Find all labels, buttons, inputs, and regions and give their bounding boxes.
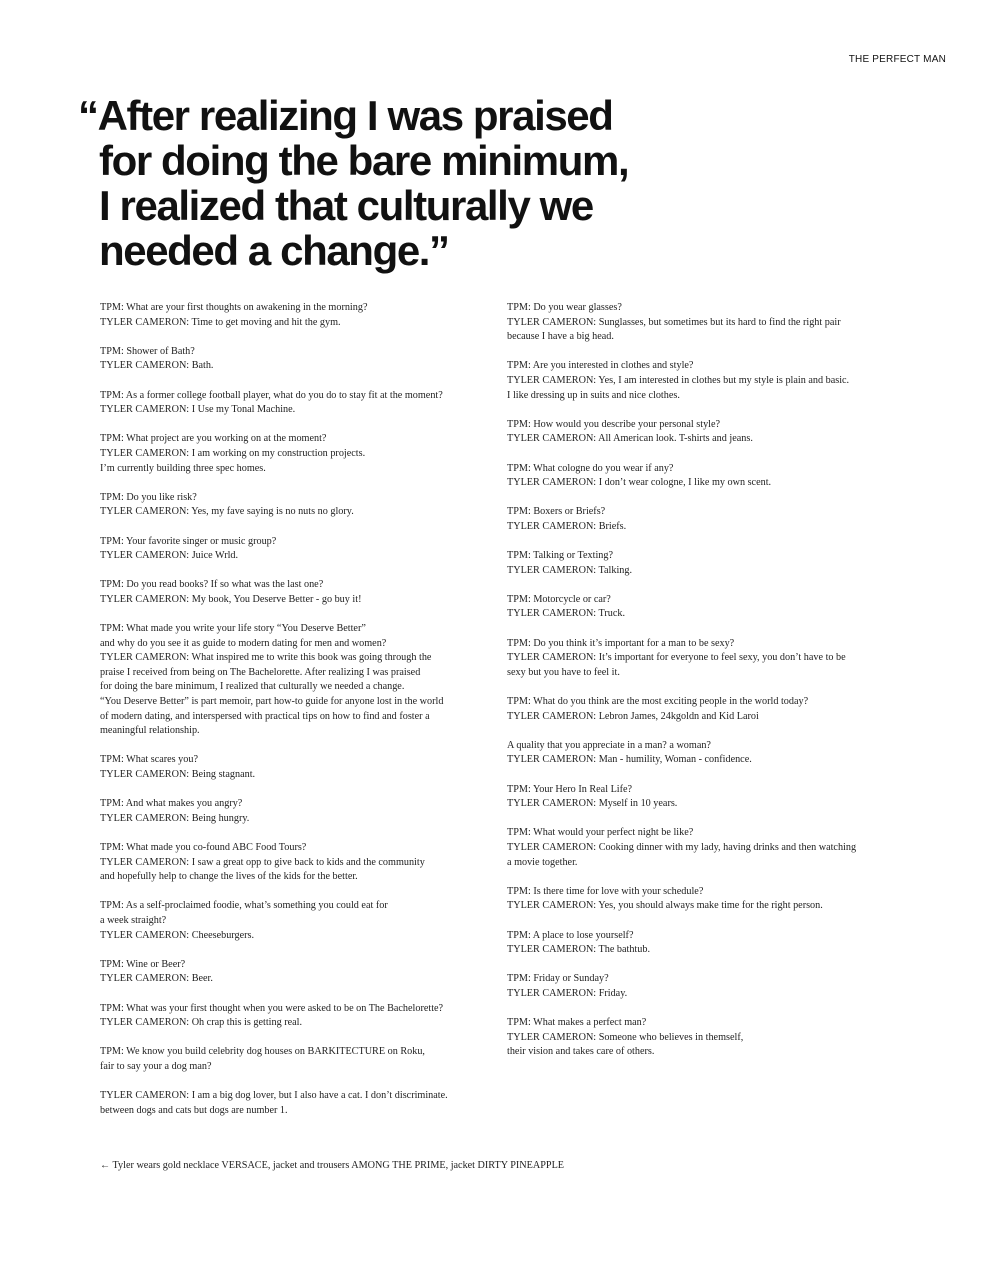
- qa-line: TYLER CAMERON: My book, You Deserve Better - go buy it!: [100, 593, 362, 605]
- qa-line: TPM: How would you describe your personal style?: [507, 418, 721, 430]
- qa-block: [100, 345, 496, 374]
- qa-block: [507, 739, 907, 768]
- qa-line: TPM: Your Hero In Real Life?: [507, 783, 633, 795]
- qa-line: TPM: Talking or Texting?: [507, 550, 614, 562]
- qa-line: TPM: What project are you working on at the moment?: [100, 433, 327, 445]
- qa-line: TYLER CAMERON: The bathtub.: [507, 944, 650, 956]
- qa-block: [100, 899, 496, 943]
- qa-line: because I have a big head.: [507, 331, 614, 343]
- qa-line: TPM: Do you think it’s important for a man to be sexy?: [507, 637, 735, 649]
- qa-line: TYLER CAMERON: Talking.: [507, 564, 633, 576]
- qa-line: TPM: Are you interested in clothes and style?: [507, 360, 694, 372]
- qa-line: TYLER CAMERON: Man - humility, Woman - confidence.: [507, 754, 752, 766]
- qa-line: TPM: What do you think are the most exciting people in the world today?: [507, 696, 809, 708]
- qa-line: their vision and takes care of others.: [507, 1046, 655, 1058]
- qa-line: TYLER CAMERON: I am a big dog lover, but I also have a cat. I don’t discriminate.: [100, 1090, 448, 1102]
- qa-line: TYLER CAMERON: Yes, I am interested in clothes but my style is plain and basic.: [507, 374, 850, 386]
- qa-line: TYLER CAMERON: All American look. T-shirts and jeans.: [507, 433, 753, 445]
- qa-line: TYLER CAMERON: Sunglasses, but sometimes but its hard to find the right pair: [507, 316, 841, 328]
- qa-block: [507, 593, 907, 622]
- qa-block: [100, 622, 496, 739]
- qa-line: TPM: What would your perfect night be like?: [507, 827, 694, 839]
- qa-line: TYLER CAMERON: Being stagnant.: [100, 769, 256, 780]
- qa-line: I’m currently building three spec homes.: [100, 462, 266, 474]
- qa-block: [100, 578, 496, 607]
- qa-line: TPM: Boxers or Briefs?: [507, 506, 606, 518]
- running-header: THE PERFECT MAN: [848, 54, 946, 65]
- qa-line: TPM: Shower of Bath?: [100, 345, 195, 357]
- qa-line: TPM: What cologne do you wear if any?: [507, 462, 674, 474]
- qa-block: [100, 491, 496, 520]
- qa-block: [507, 783, 907, 812]
- qa-line: TPM: What makes a perfect man?: [507, 1017, 647, 1029]
- qa-block: [507, 885, 907, 914]
- qa-block: [100, 535, 496, 564]
- qa-line: TPM: Motorcycle or car?: [507, 593, 611, 605]
- qa-block: [507, 972, 907, 1001]
- qa-line: TPM: What was your first thought when you were asked to be on The Bachelorette?: [100, 1002, 444, 1014]
- qa-line: TYLER CAMERON: I Use my Tonal Machine.: [100, 404, 296, 416]
- qa-line: TYLER CAMERON: Truck.: [507, 608, 626, 620]
- qa-block: [100, 301, 496, 330]
- qa-line: a week straight?: [100, 914, 167, 926]
- pull-quote-line: needed a change.”: [99, 227, 449, 274]
- qa-line: TYLER CAMERON: I am working on my construction projects.: [100, 447, 366, 459]
- pull-quote-line: I realized that culturally we: [99, 182, 593, 229]
- qa-line: “You Deserve Better” is part memoir, part how-to guide for anyone lost in the world: [100, 696, 444, 708]
- qa-line: TYLER CAMERON: Cheeseburgers.: [100, 929, 255, 941]
- qa-line: praise I received from being on The Bachelorette. After realizing I was praised: [100, 666, 421, 678]
- qa-line: TYLER CAMERON: Yes, my fave saying is no nuts no glory.: [100, 506, 354, 518]
- qa-line: TPM: We know you build celebrity dog houses on BARKITECTURE on Roku,: [100, 1046, 425, 1058]
- qa-block: [507, 359, 907, 403]
- qa-line: TYLER CAMERON: Myself in 10 years.: [507, 798, 678, 810]
- qa-line: TPM: What made you write your life story “You Deserve Better”: [100, 623, 366, 635]
- qa-line: TPM: What scares you?: [100, 754, 198, 766]
- qa-line: of modern dating, and interspersed with practical tips on how to find and foster a: [100, 710, 430, 722]
- qa-block: [100, 797, 496, 826]
- qa-line: A quality that you appreciate in a man? a woman?: [507, 739, 711, 751]
- qa-block: [100, 1089, 496, 1118]
- qa-block: [100, 432, 496, 476]
- qa-block: [507, 418, 907, 447]
- qa-block: [100, 841, 496, 885]
- qa-line: TPM: Do you like risk?: [100, 491, 197, 503]
- qa-block: [100, 753, 496, 782]
- qa-block: [507, 301, 907, 345]
- qa-block: [507, 505, 907, 534]
- qa-line: TPM: As a former college football player, what do you do to stay fit at the moment?: [100, 389, 443, 401]
- qa-line: TYLER CAMERON: It’s important for everyone to feel sexy, you don’t have to be: [507, 652, 846, 664]
- qa-block: [507, 695, 907, 724]
- qa-line: meaningful relationship.: [100, 725, 200, 737]
- qa-block: [507, 826, 907, 870]
- qa-line: TYLER CAMERON: Beer.: [100, 973, 213, 985]
- qa-line: TYLER CAMERON: Friday.: [507, 987, 628, 999]
- qa-line: TPM: Wine or Beer?: [100, 958, 186, 970]
- qa-block: [507, 549, 907, 578]
- qa-line: TPM: What are your first thoughts on awakening in the morning?: [100, 302, 368, 313]
- qa-line: TYLER CAMERON: Juice Wrld.: [100, 550, 239, 562]
- qa-line: TYLER CAMERON: I saw a great opp to give back to kids and the community: [100, 856, 425, 868]
- qa-line: TPM: What made you co-found ABC Food Tours?: [100, 841, 307, 853]
- qa-line: TYLER CAMERON: Time to get moving and hit the gym.: [100, 316, 341, 328]
- qa-line: TYLER CAMERON: Being hungry.: [100, 812, 250, 824]
- qa-line: fair to say your a dog man?: [100, 1060, 212, 1072]
- qa-line: TPM: Is there time for love with your schedule?: [507, 885, 704, 897]
- qa-line: for doing the bare minimum, I realized that culturally we needed a change.: [100, 681, 405, 693]
- qa-line: TYLER CAMERON: Oh crap this is getting real.: [100, 1017, 303, 1029]
- qa-line: TYLER CAMERON: Lebron James, 24kgoldn and Kid Laroi: [507, 710, 759, 722]
- qa-line: TPM: Friday or Sunday?: [507, 973, 609, 985]
- interview-left-column: [100, 301, 496, 1133]
- qa-line: a movie together.: [507, 856, 578, 868]
- qa-line: and hopefully help to change the lives of the kids for the better.: [100, 871, 358, 883]
- qa-line: TYLER CAMERON: What inspired me to write this book was going through the: [100, 652, 432, 664]
- qa-line: TPM: Do you wear glasses?: [507, 302, 622, 313]
- pull-quote-line: for doing the bare minimum,: [99, 137, 629, 184]
- pull-quote: [78, 93, 798, 273]
- qa-block: [507, 929, 907, 958]
- qa-line: TYLER CAMERON: Someone who believes in themself,: [507, 1031, 744, 1043]
- qa-line: TYLER CAMERON: Yes, you should always make time for the right person.: [507, 900, 823, 912]
- qa-line: TYLER CAMERON: Cooking dinner with my lady, having drinks and then watching: [507, 841, 857, 853]
- qa-line: I like dressing up in suits and nice clothes.: [507, 389, 680, 401]
- qa-block: [100, 958, 496, 987]
- qa-line: between dogs and cats but dogs are number 1.: [100, 1104, 288, 1116]
- qa-line: sexy but you have to feel it.: [507, 666, 620, 678]
- qa-line: TPM: As a self-proclaimed foodie, what’s something you could eat for: [100, 900, 388, 912]
- qa-block: [507, 637, 907, 681]
- qa-block: [100, 389, 496, 418]
- qa-block: [100, 1002, 496, 1031]
- qa-block: [100, 1045, 496, 1074]
- qa-line: TYLER CAMERON: Bath.: [100, 360, 214, 372]
- qa-line: TPM: And what makes you angry?: [100, 798, 243, 810]
- qa-block: [507, 462, 907, 491]
- qa-line: TPM: A place to lose yourself?: [507, 929, 634, 941]
- pull-quote-line: “After realizing I was praised: [78, 92, 613, 139]
- photo-caption: ← Tyler wears gold necklace VERSACE, jacket and trousers AMONG THE PRIME, jacket DIRTY PINEAPPLE: [100, 1160, 565, 1171]
- qa-block: [507, 1016, 907, 1060]
- qa-line: and why do you see it as guide to modern dating for men and women?: [100, 637, 387, 649]
- qa-line: TPM: Do you read books? If so what was the last one?: [100, 579, 324, 591]
- qa-line: TPM: Your favorite singer or music group?: [100, 535, 277, 547]
- qa-line: TYLER CAMERON: I don’t wear cologne, I like my own scent.: [507, 477, 772, 489]
- interview-right-column: [507, 301, 907, 1074]
- qa-line: TYLER CAMERON: Briefs.: [507, 520, 627, 532]
